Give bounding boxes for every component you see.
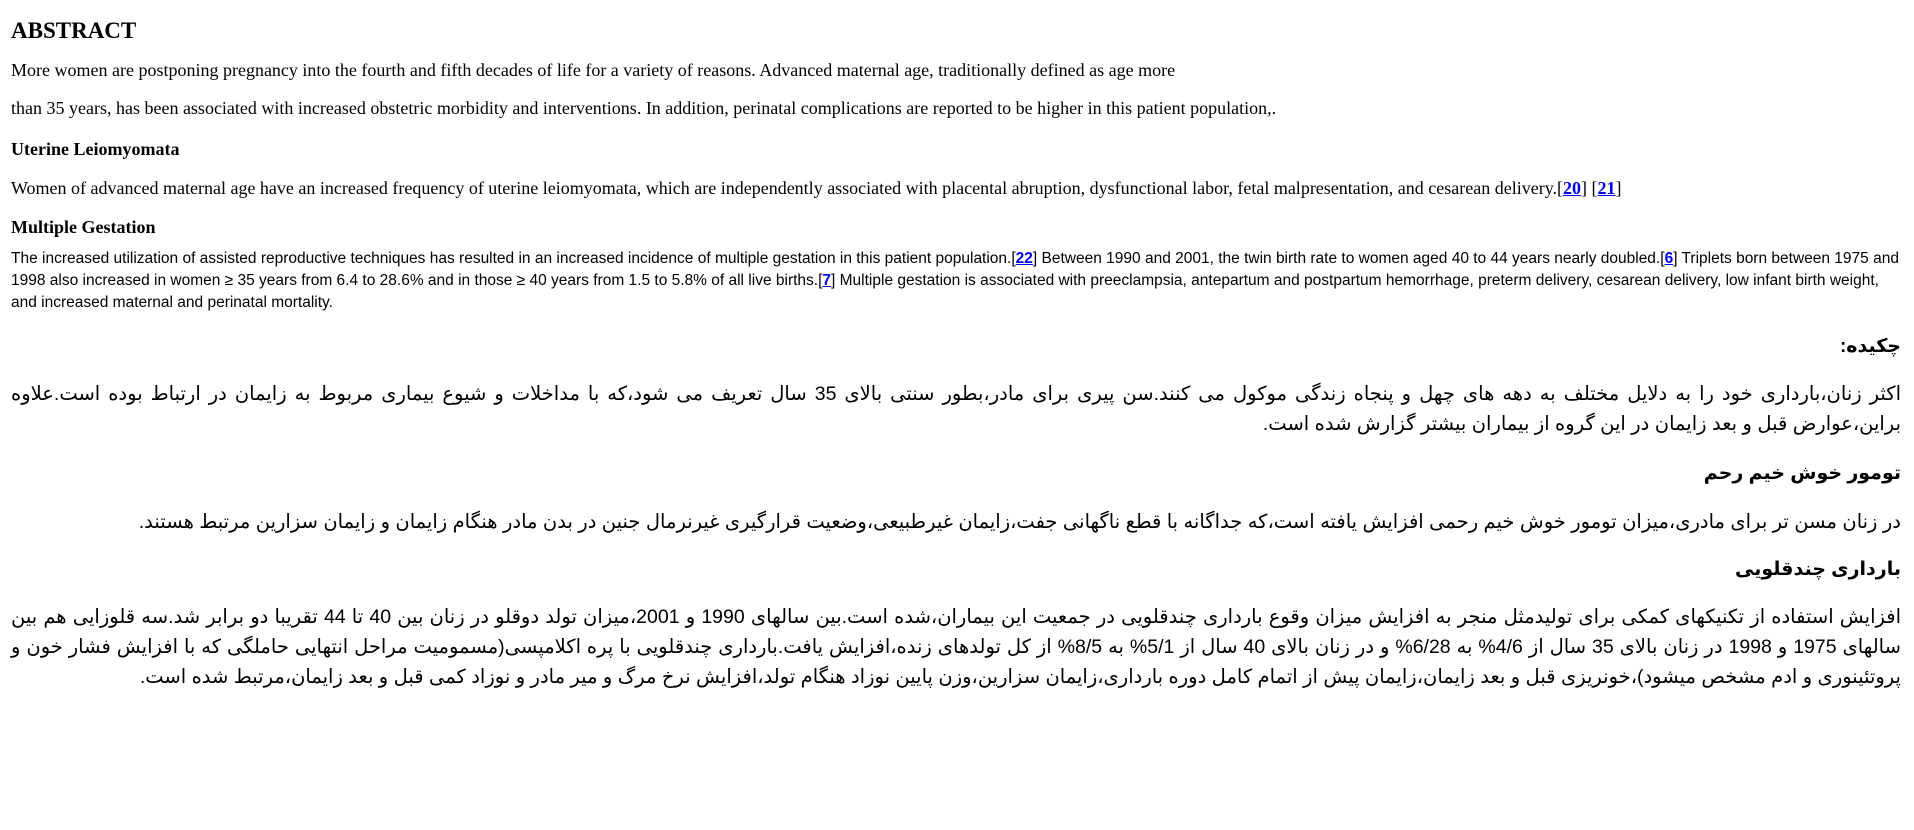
- persian-multiple-paragraph: افزایش استفاده از تکنیکهای کمکی برای تولیدمثل منجر به افزایش میزان وقوع بارداری چندقلویی در جمعیت این بیماران،شده است.بین سالهای 1990 و 2001،میزان تولد دوقلو در زنان بین 40 تا 44 تقریبا دو برابر شد.سه قلوزایی هم بین سالهای 1975 و 1998 در زنان بالای 35 سال از 4/6% به 6/28% و در زنان بالای 40 سال از 5/1% به 8/5% از کل تولدهای زنده،افزایش یافت.بارداری چندقلویی با پره اکلامپسی(مسمومیت مراحل انتهایی حاملگی که با افزایش فشار خون و پروتئینوری و ادم مشخص میشود)،خونریزی قبل و بعد زایمان،زایمان پیش از اتمام کامل دوره بارداری،زایمان سزارین،وزن پایین نوزاد هنگام تولد،افزایش نرخ مرگ و میر مادر و نوزاد کمی قبل و بعد زایمان،مرتبط شده است.: [11, 606, 1901, 688]
- multiple-text-4: Multiple gestation is associated with preeclampsia, antepartum and postpartum hemorrhage, preterm delivery, cesarean delivery, low infant birth weight, and increased maternal and perinatal mortality.: [11, 272, 1879, 311]
- uterine-text: Women of advanced maternal age have an increased frequency of uterine leiomyomata, which are independently associated with placental abruption, dysfunctional labor, fetal malpresentation, and cesarean delivery.: [11, 178, 1558, 198]
- reference-link-21[interactable]: 21: [1597, 178, 1616, 198]
- reference-link-7[interactable]: 7: [822, 272, 832, 289]
- persian-tumor-paragraph: در زنان مسن تر برای مادری،میزان تومور خوش خیم رحمی افزایش یافته است،که جداگانه با قطع ناگهانی جفت،زایمان غیرطبیعی،وضعیت قرارگیری غیرنرمال جنین در بدن مادر هنگام زایمان و زایمان سزارین مرتبط هستند.: [138, 511, 1901, 533]
- multiple-text-3: Triplets born between 1975 and 1998 also increased in women ≥ 35 years from 6.4 to 28.6% and in those ≥ 40 years from 1.5 to 5.8% of all live births.: [11, 250, 1899, 289]
- reference-link-6[interactable]: 6: [1664, 250, 1674, 267]
- persian-abstract-paragraph: اکثر زنان،بارداری خود را به دلایل مختلف به دهه های چهل و پنجاه زندگی موکول می کنند.سن پیری برای مادر،بطور سنتی بالای 35 سال تعریف می شود،که با مداخلات و شیوع بیماری مربوط به زایمان در ارتباط بوده است.علاوه براین،عوارض قبل و بعد زایمان در این گروه از بیماران بیشتر گزارش شده است.: [11, 383, 1902, 435]
- abstract-line-1: More women are postponing pregnancy into the fourth and fifth decades of life for a variety of reasons. Advanced maternal age, traditionally defined as age more: [11, 60, 1176, 80]
- abstract-line-2: than 35 years, has been associated with increased obstetric morbidity and interventions. In addition, perinatal complications are reported to be higher in this patient population,.: [11, 98, 1277, 118]
- uterine-paragraph: Women of advanced maternal age have an increased frequency of uterine leiomyomata, which are independently associated with placental abruption, dysfunctional labor, fetal malpresentation, and cesarean delivery.[20] [21]: [11, 178, 1622, 198]
- multiple-gestation-heading: Multiple Gestation: [11, 217, 156, 237]
- reference-link-20[interactable]: 20: [1563, 178, 1582, 198]
- multiple-gestation-paragraph: The increased utilization of assisted reproductive techniques has resulted in an increased incidence of multiple gestation in this patient population.[22] Between 1990 and 2001, the twin birth rate to women aged 40 to 44 years nearly doubled.[6] Triplets born between 1975 and 1998 also increased in women ≥ 35 years from 6.4 to 28.6% and in those ≥ 40 years from 1.5 to 5.8% of all live births.[7] Multiple gestation is associated with preeclampsia, antepartum and postpartum hemorrhage, preterm delivery, cesarean delivery, low infant birth weight, and increased maternal and perinatal mortality.: [11, 250, 1899, 311]
- persian-abstract-heading: چکیده:: [1839, 336, 1901, 357]
- multiple-text-2: Between 1990 and 2001, the twin birth rate to women aged 40 to 44 years nearly doubled.: [1037, 250, 1661, 267]
- abstract-heading: ABSTRACT: [11, 18, 137, 43]
- persian-multiple-heading: بارداری چندقلویی: [1735, 559, 1901, 580]
- multiple-text-1: The increased utilization of assisted reproductive techniques has resulted in an increased incidence of multiple gestation in this patient population.: [11, 250, 1012, 267]
- uterine-heading: Uterine Leiomyomata: [11, 139, 180, 159]
- persian-tumor-heading: تومور خوش خیم رحم: [1703, 463, 1901, 484]
- reference-link-22[interactable]: 22: [1015, 250, 1033, 267]
